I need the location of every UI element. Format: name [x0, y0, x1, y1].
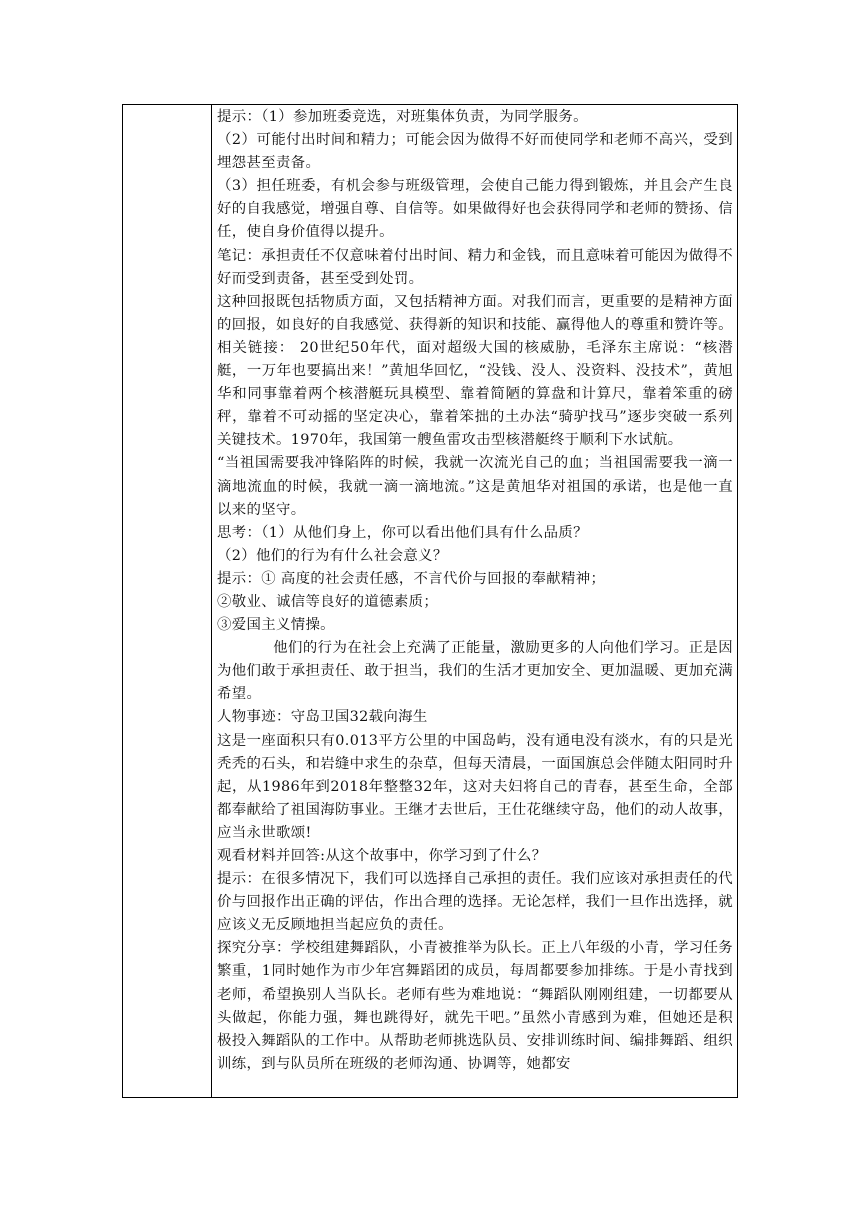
notes-paragraph: 笔记：承担责任不仅意味着付出时间、精力和金钱，而且意味着可能因为做得不好而受到责备，甚至受到处罚。: [217, 247, 733, 287]
think-question-1: 思考：（1）从他们身上，你可以看出他们具有什么品质？: [217, 524, 588, 541]
reward-paragraph: 这种回报既包括物质方面，又包括精神方面。对我们而言，更重要的是精神方面的回报，如良好的自我感觉、获得新的知识和技能、赢得他人的尊重和赞许等。: [217, 293, 733, 333]
answer-item-1: 提示：① 高度的社会责任感，不言代价与回报的奉献精神；: [217, 570, 606, 587]
story-hint-paragraph: 提示：在很多情况下，我们可以选择自己承担的责任。我们应该对承担责任的代价与回报作出正确的评估，作出合理的选择。无论怎样，我们一旦作出选择，就应该义无反顾地担当起应负的责任。: [217, 871, 733, 934]
table-row: [123, 105, 738, 1098]
hint-paragraph-1: 提示：（1）参加班委竞选，对班集体负责，为同学服务。: [217, 109, 588, 125]
think-question-2: （2）他们的行为有什么社会意义？: [217, 547, 448, 564]
hint-paragraph-2: （2）可能付出时间和精力；可能会因为做得不好而使同学和老师不高兴，受到埋怨甚至责备。: [217, 132, 733, 172]
hint-paragraph-3: （3）担任班委，有机会参与班级管理，会使自己能力得到锻炼，并且会产生良好的自我感觉，增强自尊、自信等。如果做得好也会获得同学和老师的赞扬、信任，使自身价值得以提升。: [217, 178, 733, 241]
quote-paragraph: “当祖国需要我冲锋陷阵的时候，我就一次流光自己的血；当祖国需要我一滴一滴地流血的时候，我就一滴一滴地流。”这是黄旭华对祖国的承诺，也是他一直以来的坚守。: [217, 455, 733, 518]
social-meaning-paragraph: 他们的行为在社会上充满了正能量，激励更多的人向他们学习。正是因为他们敢于承担责任、敢于担当，我们的生活才更加安全、更加温暖、更加充满希望。: [217, 640, 733, 703]
story-paragraph: 这是一座面积只有0.013平方公里的中国岛屿，没有通电没有淡水，有的只是光秃秃的石头，和岩缝中求生的杂草，但每天清晨，一面国旗总会伴随太阳同时升起，从1986年到2018年整整32年，这对夫妇将自己的青春，甚至生命，全部都奉献给了祖国海防事业。王继才去世后，王仕花继续守岛，他们的动人故事，应当永世歌颂!: [217, 732, 733, 841]
answer-item-2: ②敬业、诚信等良好的道德素质；: [217, 593, 439, 610]
story-question: 观看材料并回答:从这个故事中，你学习到了什么？: [217, 848, 547, 864]
lesson-plan-table: [122, 104, 738, 1098]
related-link-paragraph: 相关链接： 20世纪50年代，面对超级大国的核威胁，毛泽东主席说：“核潜艇，一万年也要搞出来！”黄旭华回忆，“没钱、没人、没资料、没技术”，黄旭华和同事靠着两个核潜艇玩具模型、靠着简陋的算盘和计算尺，靠着笨重的磅秤，靠着不可动摇的坚定决心，靠着笨拙的土办法“骑驴找马”逐步突破一系列关键技术。1970年，我国第一艘鱼雷攻击型核潜艇终于顺利下水试航。: [217, 339, 733, 449]
explore-share-paragraph: 探究分享：学校组建舞蹈队，小青被推举为队长。正上八年级的小青，学习任务繁重，1同时她作为市少年宫舞蹈团的成员，每周都要参加排练。于是小青找到老师，希望换别人当队长。老师有些为难地说：“舞蹈队刚刚组建，一切都要从头做起，你能力强，舞也跳得好，就先干吧。”虽然小青感到为难，但她还是积极投入舞蹈队的工作中。从帮助老师挑选队员、安排训练时间、编排舞蹈、组织训练，到与队员所在班级的老师沟通、协调等，她都安: [217, 940, 733, 1072]
story-title: 人物事迹：守岛卫国32载向海生: [217, 709, 428, 726]
table-left-cell: [123, 105, 212, 1098]
answer-item-3: ③爱国主义情操。: [217, 617, 335, 634]
table-content-cell: [212, 105, 738, 1098]
